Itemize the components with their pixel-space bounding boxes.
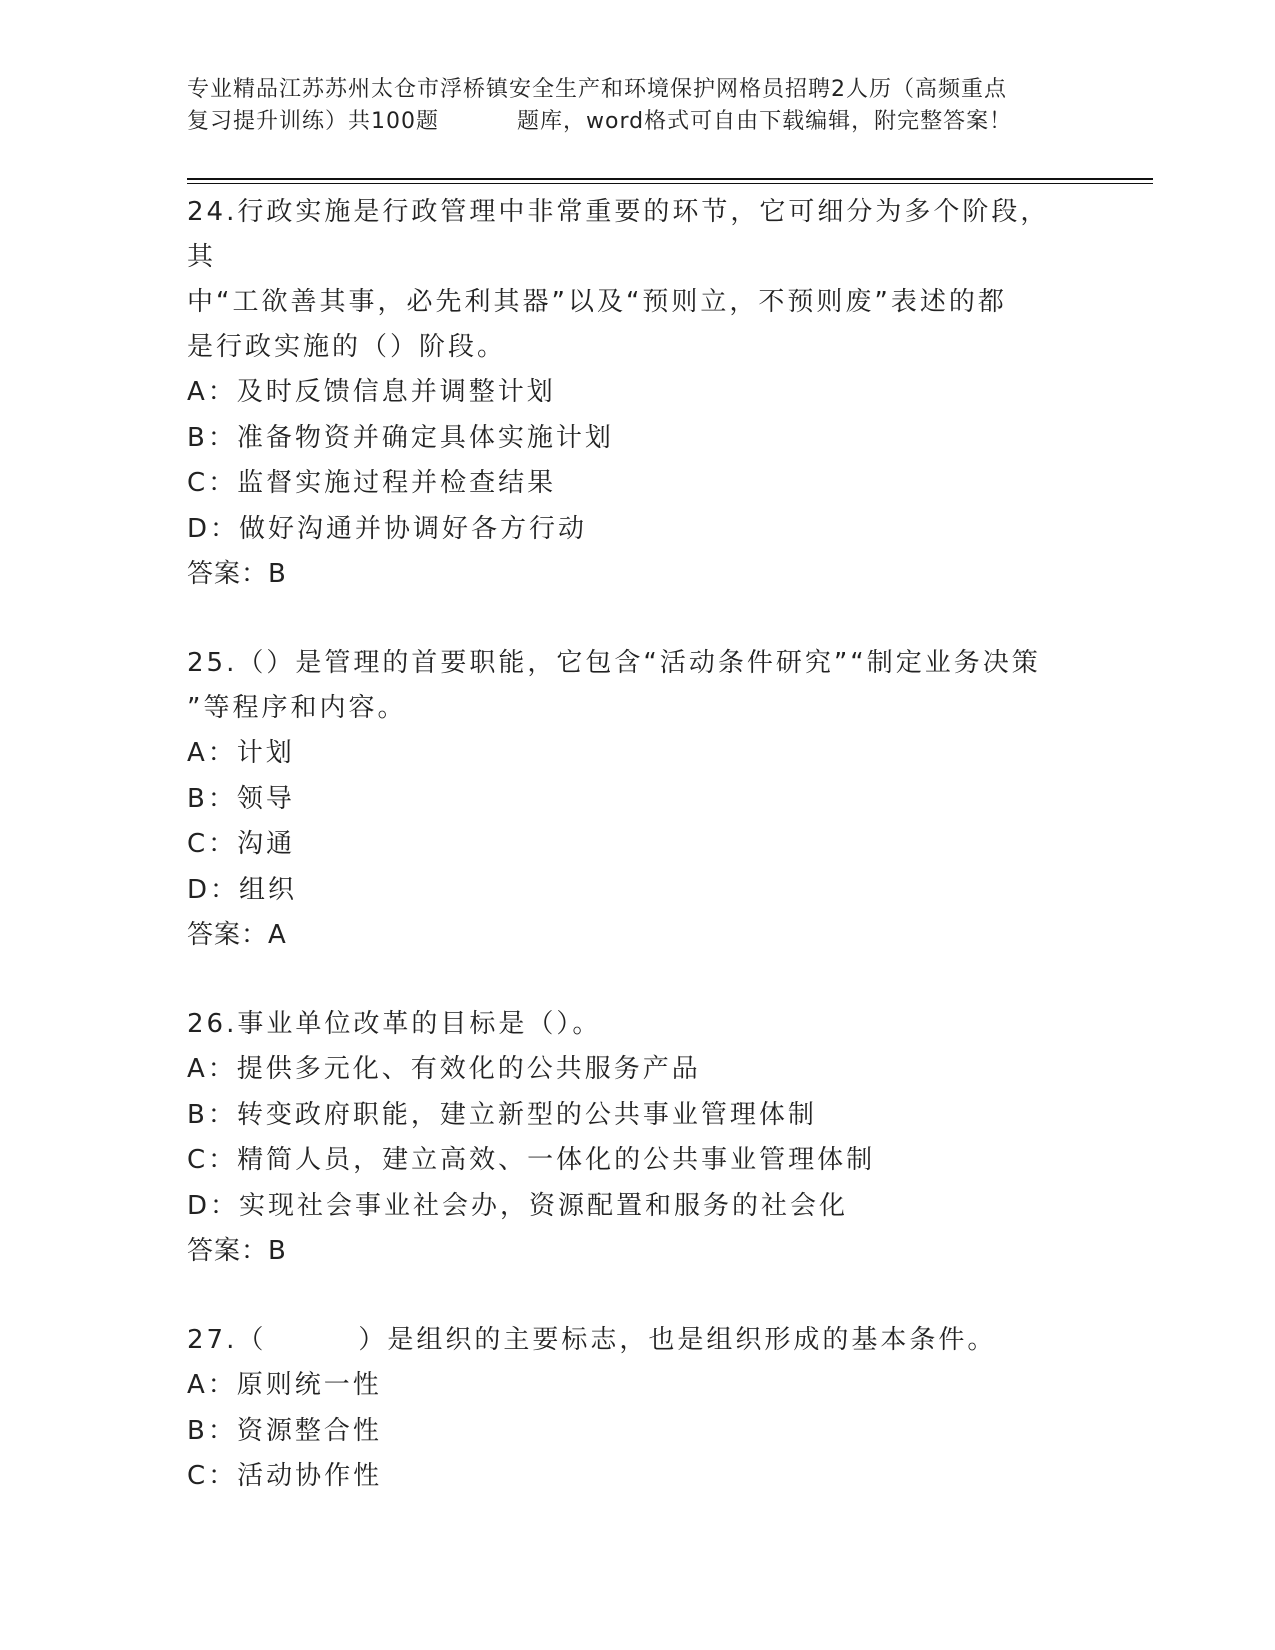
option-b: B：资源整合性 [187,1415,382,1446]
option-d: D：做好沟通并协调好各方行动 [187,513,588,544]
header-divider-thin [187,183,1153,184]
question-stem-line: ”等程序和内容。 [187,693,407,723]
question-stem-line [187,1318,1067,1363]
question-stem-line: 24.行政实施是行政管理中非常重要的环节，它可细分为多个阶段，其 [187,197,1050,272]
header-line-2a: 复习提升训练）共100题 [187,109,439,134]
option-a: A：及时反馈信息并调整计划 [187,377,556,407]
option-d: D：实现社会事业社会办，资源配置和服务的社会化 [187,1190,849,1221]
option-c: C：活动协作性 [187,1461,383,1491]
question-stem-before-blank: 27.（ [187,1325,267,1355]
option-a: A：提供多元化、有效化的公共服务产品 [187,1054,701,1084]
question-spacer [187,958,1087,1002]
header-divider-thick [187,178,1153,180]
question-25 [187,641,1087,958]
header-line-2b: 题库，word格式可自由下载编辑，附完整答案！ [517,109,1013,134]
question-24 [187,190,1087,597]
option-b: B：准备物资并确定具体实施计划 [187,422,614,453]
question-stem-line: 中“工欲善其事，必先利其器”以及“预则立，不预则废”表述的都 [187,287,1007,317]
question-stem-line: 25.（）是管理的首要职能，它包含“活动条件研究”“制定业务决策 [187,648,1041,678]
question-26 [187,1002,1087,1274]
option-a: A：原则统一性 [187,1370,382,1400]
answer: 答案：B [187,1236,287,1266]
question-spacer [187,597,1087,641]
question-spacer [187,1274,1087,1318]
header-line-1: 专业精品江苏苏州太仓市浮桥镇安全生产和环境保护网格员招聘2人历（高频重点 [187,77,1007,102]
question-stem-line: 是行政实施的（）阶段。 [187,332,507,362]
answer: 答案：B [187,559,287,589]
question-27 [187,1318,1087,1500]
option-b: B：转变政府职能，建立新型的公共事业管理体制 [187,1099,817,1130]
header-line-2 [187,106,1087,138]
option-c: C：沟通 [187,829,296,859]
answer: 答案：A [187,920,287,950]
question-stem-line: 26.事业单位改革的目标是（）。 [187,1009,602,1039]
question-list [187,190,1087,1500]
option-a: A：计划 [187,738,295,768]
question-stem-after-blank: ）是组织的主要标志，也是组织形成的基本条件。 [358,1325,997,1355]
option-b: B：领导 [187,783,295,814]
option-c: C：监督实施过程并检查结果 [187,468,557,498]
option-c: C：精简人员，建立高效、一体化的公共事业管理体制 [187,1145,876,1175]
option-d: D：组织 [187,874,298,905]
document-header [187,74,1087,138]
